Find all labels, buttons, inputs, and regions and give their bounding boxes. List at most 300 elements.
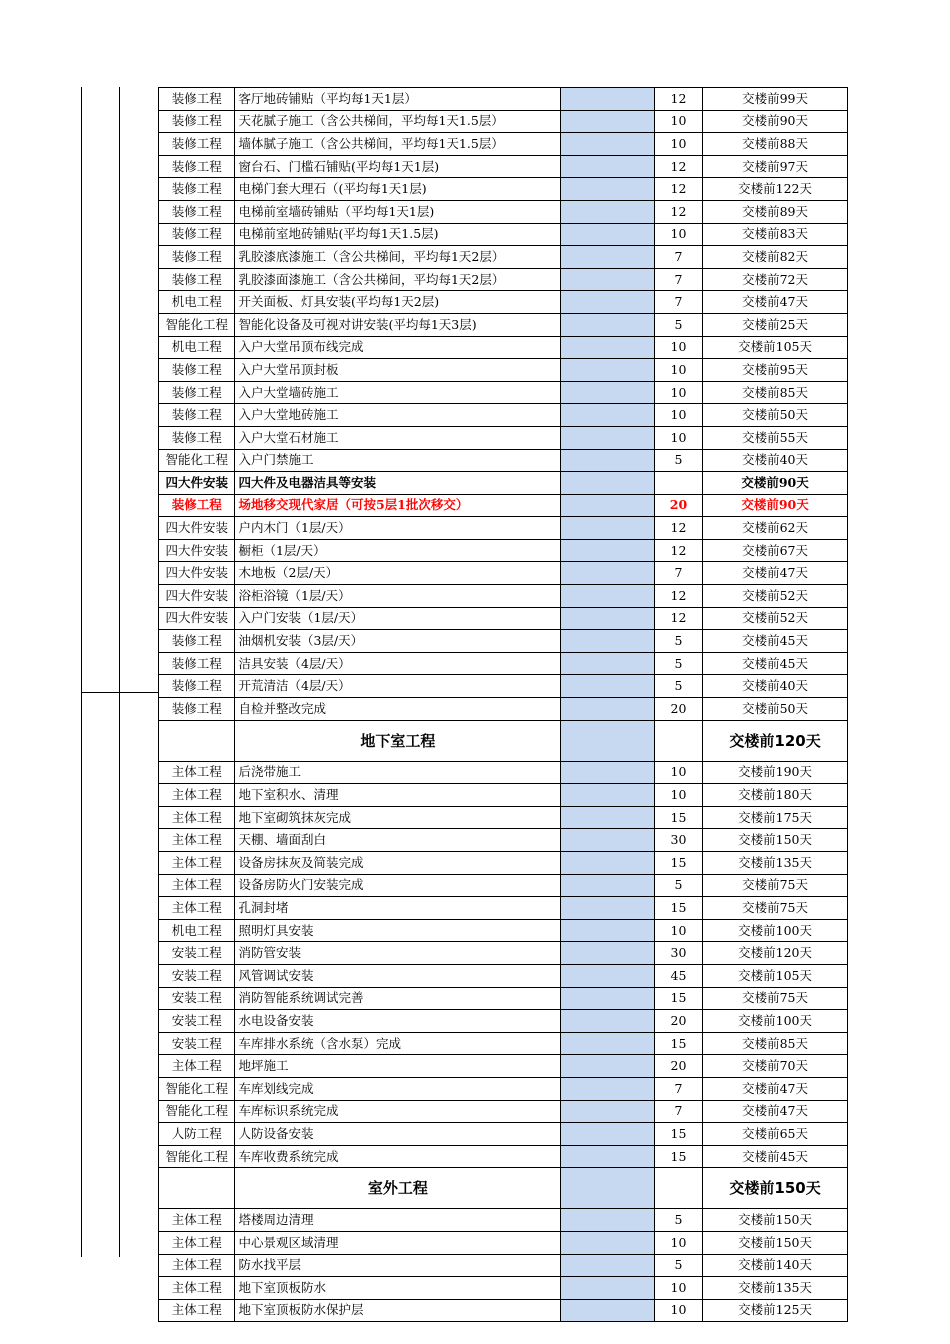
task-cell: 水电设备安装 xyxy=(235,1010,561,1033)
task-cell: 入户大堂吊顶布线完成 xyxy=(235,336,561,359)
table-row xyxy=(159,942,848,965)
blue-column-cell xyxy=(561,1077,655,1100)
deadline-cell: 交楼前75天 xyxy=(703,874,848,897)
blue-column-cell xyxy=(561,652,655,675)
task-cell: 场地移交现代家居（可按5层1批次移交） xyxy=(235,494,561,517)
duration-days-cell: 5 xyxy=(654,313,702,336)
task-cell: 窗台石、门槛石铺贴(平均每1天1层) xyxy=(235,155,561,178)
table-row xyxy=(159,1032,848,1055)
duration-days-cell: 7 xyxy=(654,291,702,314)
blue-column-cell xyxy=(561,359,655,382)
task-cell: 智能化设备及可视对讲安装(平均每1天3层) xyxy=(235,313,561,336)
blue-column-cell xyxy=(561,268,655,291)
duration-days-cell: 12 xyxy=(654,88,702,111)
duration-days-cell: 10 xyxy=(654,761,702,784)
task-cell: 地下室砌筑抹灰完成 xyxy=(235,806,561,829)
category-cell: 主体工程 xyxy=(159,761,235,784)
category-cell: 主体工程 xyxy=(159,1209,235,1232)
deadline-cell: 交楼前45天 xyxy=(703,652,848,675)
blue-column-cell xyxy=(561,1254,655,1277)
task-cell: 木地板（2层/天） xyxy=(235,562,561,585)
category-cell: 装修工程 xyxy=(159,404,235,427)
section-divider-line xyxy=(81,692,158,693)
table-row xyxy=(159,1055,848,1078)
blue-column-cell xyxy=(561,761,655,784)
section-header-row xyxy=(159,720,848,761)
duration-days-cell: 5 xyxy=(654,1254,702,1277)
duration-days-cell: 12 xyxy=(654,200,702,223)
deadline-cell: 交楼前140天 xyxy=(703,1254,848,1277)
blue-column-cell xyxy=(561,987,655,1010)
duration-days-cell: 20 xyxy=(654,494,702,517)
duration-days-cell: 5 xyxy=(654,652,702,675)
task-cell: 橱柜（1层/天） xyxy=(235,539,561,562)
deadline-cell: 交楼前65天 xyxy=(703,1123,848,1146)
category-cell: 智能化工程 xyxy=(159,313,235,336)
task-cell: 电梯门套大理石（(平均每1天1层) xyxy=(235,178,561,201)
table-row xyxy=(159,1077,848,1100)
deadline-cell: 交楼前150天 xyxy=(703,1231,848,1254)
blue-column-cell xyxy=(561,829,655,852)
deadline-cell: 交楼前88天 xyxy=(703,133,848,156)
task-cell: 车库排水系统（含水泵）完成 xyxy=(235,1032,561,1055)
task-cell: 户内木门（1层/天） xyxy=(235,517,561,540)
section-title-cell: 室外工程 xyxy=(235,1168,561,1209)
table-row xyxy=(159,313,848,336)
task-cell: 人防设备安装 xyxy=(235,1123,561,1146)
table-row xyxy=(159,133,848,156)
task-cell: 入户大堂墙砖施工 xyxy=(235,381,561,404)
deadline-cell: 交楼前45天 xyxy=(703,630,848,653)
blue-column-cell xyxy=(561,88,655,111)
duration-days-cell: 12 xyxy=(654,585,702,608)
deadline-cell: 交楼前47天 xyxy=(703,562,848,585)
category-cell: 主体工程 xyxy=(159,874,235,897)
table-row xyxy=(159,675,848,698)
category-cell: 装修工程 xyxy=(159,652,235,675)
category-cell: 机电工程 xyxy=(159,919,235,942)
category-cell: 智能化工程 xyxy=(159,1100,235,1123)
duration-days-cell: 12 xyxy=(654,539,702,562)
task-cell: 开关面板、灯具安装(平均每1天2层) xyxy=(235,291,561,314)
category-cell: 装修工程 xyxy=(159,426,235,449)
category-cell: 主体工程 xyxy=(159,1299,235,1322)
blue-column-cell xyxy=(561,133,655,156)
deadline-cell: 交楼前90天 xyxy=(703,110,848,133)
task-cell: 地下室积水、清理 xyxy=(235,784,561,807)
deadline-cell: 交楼前122天 xyxy=(703,178,848,201)
table-row xyxy=(159,1277,848,1300)
duration-days-cell: 5 xyxy=(654,874,702,897)
deadline-cell: 交楼前97天 xyxy=(703,155,848,178)
deadline-cell: 交楼前40天 xyxy=(703,675,848,698)
blue-column-cell xyxy=(561,1145,655,1168)
blue-column-cell xyxy=(561,494,655,517)
blue-column-cell xyxy=(561,720,655,761)
category-cell xyxy=(159,1168,235,1209)
deadline-cell: 交楼前180天 xyxy=(703,784,848,807)
duration-days-cell: 10 xyxy=(654,1277,702,1300)
deadline-cell: 交楼前150天 xyxy=(703,829,848,852)
category-cell: 装修工程 xyxy=(159,88,235,111)
table-row xyxy=(159,919,848,942)
task-cell: 入户门安装（1层/天） xyxy=(235,607,561,630)
table-row xyxy=(159,110,848,133)
category-cell: 四大件安装 xyxy=(159,517,235,540)
deadline-cell: 交楼前72天 xyxy=(703,268,848,291)
category-cell: 装修工程 xyxy=(159,698,235,721)
deadline-cell: 交楼前55天 xyxy=(703,426,848,449)
duration-days-cell: 10 xyxy=(654,1299,702,1322)
category-cell: 智能化工程 xyxy=(159,1145,235,1168)
blue-column-cell xyxy=(561,313,655,336)
duration-days-cell: 7 xyxy=(654,1077,702,1100)
task-cell: 车库标识系统完成 xyxy=(235,1100,561,1123)
duration-days-cell: 7 xyxy=(654,562,702,585)
task-cell: 电梯前室墙砖铺贴（平均每1天1层) xyxy=(235,200,561,223)
task-cell: 墙体腻子施工（含公共梯间，平均每1天1.5层） xyxy=(235,133,561,156)
table-row xyxy=(159,1299,848,1322)
task-cell: 地下室顶板防水保护层 xyxy=(235,1299,561,1322)
blue-column-cell xyxy=(561,874,655,897)
deadline-cell: 交楼前40天 xyxy=(703,449,848,472)
task-cell: 车库收费系统完成 xyxy=(235,1145,561,1168)
section-deadline-cell: 交楼前150天 xyxy=(703,1168,848,1209)
blue-column-cell xyxy=(561,426,655,449)
duration-days-cell: 15 xyxy=(654,897,702,920)
blue-column-cell xyxy=(561,1055,655,1078)
table-row xyxy=(159,155,848,178)
blue-column-cell xyxy=(561,1231,655,1254)
blue-column-cell xyxy=(561,784,655,807)
blue-column-cell xyxy=(561,1010,655,1033)
task-cell: 洁具安装（4层/天） xyxy=(235,652,561,675)
category-cell: 装修工程 xyxy=(159,178,235,201)
category-cell: 主体工程 xyxy=(159,784,235,807)
task-cell: 照明灯具安装 xyxy=(235,919,561,942)
duration-days-cell: 15 xyxy=(654,1032,702,1055)
category-cell: 安装工程 xyxy=(159,1032,235,1055)
category-cell: 安装工程 xyxy=(159,987,235,1010)
table-row xyxy=(159,585,848,608)
task-cell: 设备房防火门安装完成 xyxy=(235,874,561,897)
table-row xyxy=(159,178,848,201)
blue-column-cell xyxy=(561,517,655,540)
category-cell: 装修工程 xyxy=(159,359,235,382)
table-row xyxy=(159,806,848,829)
duration-days-cell: 15 xyxy=(654,987,702,1010)
deadline-cell: 交楼前52天 xyxy=(703,607,848,630)
deadline-cell: 交楼前105天 xyxy=(703,336,848,359)
table-row xyxy=(159,987,848,1010)
table-row xyxy=(159,1209,848,1232)
deadline-cell: 交楼前75天 xyxy=(703,897,848,920)
blue-column-cell xyxy=(561,246,655,269)
category-cell: 主体工程 xyxy=(159,1055,235,1078)
category-cell: 主体工程 xyxy=(159,1277,235,1300)
deadline-cell: 交楼前100天 xyxy=(703,919,848,942)
category-cell: 装修工程 xyxy=(159,246,235,269)
table-row xyxy=(159,404,848,427)
category-cell: 安装工程 xyxy=(159,1010,235,1033)
task-cell: 地下室顶板防水 xyxy=(235,1277,561,1300)
deadline-cell: 交楼前99天 xyxy=(703,88,848,111)
deadline-cell: 交楼前85天 xyxy=(703,1032,848,1055)
category-cell: 四大件安装 xyxy=(159,472,235,495)
deadline-cell: 交楼前100天 xyxy=(703,1010,848,1033)
table-row xyxy=(159,897,848,920)
deadline-cell: 交楼前62天 xyxy=(703,517,848,540)
task-cell: 入户大堂石材施工 xyxy=(235,426,561,449)
blue-column-cell xyxy=(561,806,655,829)
table-row xyxy=(159,1100,848,1123)
category-cell: 四大件安装 xyxy=(159,607,235,630)
blue-column-cell xyxy=(561,1299,655,1322)
table-row xyxy=(159,426,848,449)
table-row xyxy=(159,1254,848,1277)
blue-column-cell xyxy=(561,852,655,875)
deadline-cell: 交楼前47天 xyxy=(703,291,848,314)
blue-column-cell xyxy=(561,155,655,178)
category-cell: 机电工程 xyxy=(159,336,235,359)
table-row xyxy=(159,291,848,314)
duration-days-cell xyxy=(654,1168,702,1209)
duration-days-cell: 5 xyxy=(654,1209,702,1232)
table-row xyxy=(159,607,848,630)
blue-column-cell xyxy=(561,897,655,920)
table-row xyxy=(159,652,848,675)
category-cell: 安装工程 xyxy=(159,964,235,987)
task-cell: 浴柜浴镜（1层/天） xyxy=(235,585,561,608)
duration-days-cell: 12 xyxy=(654,178,702,201)
deadline-cell: 交楼前47天 xyxy=(703,1100,848,1123)
deadline-cell: 交楼前90天 xyxy=(703,472,848,495)
category-cell: 主体工程 xyxy=(159,852,235,875)
table-row xyxy=(159,1231,848,1254)
task-cell: 中心景观区域清理 xyxy=(235,1231,561,1254)
section-deadline-cell: 交楼前120天 xyxy=(703,720,848,761)
duration-days-cell: 12 xyxy=(654,607,702,630)
duration-days-cell: 10 xyxy=(654,404,702,427)
table-row xyxy=(159,562,848,585)
table-row xyxy=(159,964,848,987)
deadline-cell: 交楼前45天 xyxy=(703,1145,848,1168)
task-cell: 后浇带施工 xyxy=(235,761,561,784)
deadline-cell: 交楼前150天 xyxy=(703,1209,848,1232)
blue-column-cell xyxy=(561,539,655,562)
task-cell: 孔洞封堵 xyxy=(235,897,561,920)
duration-days-cell: 15 xyxy=(654,806,702,829)
duration-days-cell: 30 xyxy=(654,829,702,852)
task-cell: 天棚、墙面刮白 xyxy=(235,829,561,852)
duration-days-cell: 10 xyxy=(654,359,702,382)
blue-column-cell xyxy=(561,381,655,404)
task-cell: 消防智能系统调试完善 xyxy=(235,987,561,1010)
category-cell: 主体工程 xyxy=(159,897,235,920)
table-row xyxy=(159,472,848,495)
table-row xyxy=(159,381,848,404)
deadline-cell: 交楼前89天 xyxy=(703,200,848,223)
task-cell: 天花腻子施工（含公共梯间，平均每1天1.5层） xyxy=(235,110,561,133)
category-cell: 四大件安装 xyxy=(159,539,235,562)
blue-column-cell xyxy=(561,585,655,608)
duration-days-cell: 10 xyxy=(654,110,702,133)
task-cell: 乳胶漆底漆施工（含公共梯间，平均每1天2层） xyxy=(235,246,561,269)
blue-column-cell xyxy=(561,919,655,942)
category-cell: 主体工程 xyxy=(159,1254,235,1277)
duration-days-cell: 10 xyxy=(654,1231,702,1254)
table-row xyxy=(159,852,848,875)
duration-days-cell: 10 xyxy=(654,223,702,246)
duration-days-cell: 20 xyxy=(654,1010,702,1033)
section-title-cell: 地下室工程 xyxy=(235,720,561,761)
table-row xyxy=(159,359,848,382)
schedule-table-body xyxy=(159,88,848,1322)
blue-column-cell xyxy=(561,1168,655,1209)
deadline-cell: 交楼前75天 xyxy=(703,987,848,1010)
category-cell: 智能化工程 xyxy=(159,1077,235,1100)
category-cell xyxy=(159,720,235,761)
duration-days-cell: 5 xyxy=(654,449,702,472)
duration-days-cell: 15 xyxy=(654,1145,702,1168)
table-row xyxy=(159,784,848,807)
deadline-cell: 交楼前125天 xyxy=(703,1299,848,1322)
table-row xyxy=(159,449,848,472)
category-cell: 人防工程 xyxy=(159,1123,235,1146)
deadline-cell: 交楼前67天 xyxy=(703,539,848,562)
blue-column-cell xyxy=(561,1123,655,1146)
category-cell: 装修工程 xyxy=(159,133,235,156)
deadline-cell: 交楼前47天 xyxy=(703,1077,848,1100)
task-cell: 风管调试安装 xyxy=(235,964,561,987)
category-cell: 装修工程 xyxy=(159,675,235,698)
duration-days-cell: 20 xyxy=(654,1055,702,1078)
deadline-cell: 交楼前175天 xyxy=(703,806,848,829)
deadline-cell: 交楼前52天 xyxy=(703,585,848,608)
blue-column-cell xyxy=(561,404,655,427)
task-cell: 开荒清洁（4层/天） xyxy=(235,675,561,698)
deadline-cell: 交楼前50天 xyxy=(703,698,848,721)
category-cell: 装修工程 xyxy=(159,110,235,133)
task-cell: 客厅地砖铺贴（平均每1天1层） xyxy=(235,88,561,111)
category-cell: 装修工程 xyxy=(159,268,235,291)
schedule-table xyxy=(158,87,848,1322)
category-cell: 主体工程 xyxy=(159,1231,235,1254)
blue-column-cell xyxy=(561,178,655,201)
category-cell: 安装工程 xyxy=(159,942,235,965)
blue-column-cell xyxy=(561,291,655,314)
category-cell: 装修工程 xyxy=(159,630,235,653)
task-cell: 设备房抹灰及简装完成 xyxy=(235,852,561,875)
task-cell: 车库划线完成 xyxy=(235,1077,561,1100)
duration-days-cell: 45 xyxy=(654,964,702,987)
category-cell: 装修工程 xyxy=(159,381,235,404)
blue-column-cell xyxy=(561,1032,655,1055)
duration-days-cell: 7 xyxy=(654,1100,702,1123)
duration-days-cell: 7 xyxy=(654,268,702,291)
task-cell: 防水找平层 xyxy=(235,1254,561,1277)
category-cell: 装修工程 xyxy=(159,200,235,223)
blue-column-cell xyxy=(561,110,655,133)
table-row xyxy=(159,200,848,223)
deadline-cell: 交楼前120天 xyxy=(703,942,848,965)
task-cell: 入户大堂地砖施工 xyxy=(235,404,561,427)
blue-column-cell xyxy=(561,942,655,965)
table-row xyxy=(159,1010,848,1033)
duration-days-cell: 30 xyxy=(654,942,702,965)
task-cell: 电梯前室地砖铺贴(平均每1天1.5层) xyxy=(235,223,561,246)
blue-column-cell xyxy=(561,336,655,359)
category-cell: 装修工程 xyxy=(159,223,235,246)
category-cell: 主体工程 xyxy=(159,806,235,829)
deadline-cell: 交楼前70天 xyxy=(703,1055,848,1078)
blue-column-cell xyxy=(561,1209,655,1232)
blue-column-cell xyxy=(561,449,655,472)
duration-days-cell: 15 xyxy=(654,1123,702,1146)
table-row xyxy=(159,829,848,852)
deadline-cell: 交楼前135天 xyxy=(703,1277,848,1300)
table-row xyxy=(159,494,848,517)
category-cell: 四大件安装 xyxy=(159,585,235,608)
blue-column-cell xyxy=(561,1277,655,1300)
blue-column-cell xyxy=(561,472,655,495)
deadline-cell: 交楼前82天 xyxy=(703,246,848,269)
task-cell: 消防管安装 xyxy=(235,942,561,965)
blue-column-cell xyxy=(561,1100,655,1123)
deadline-cell: 交楼前190天 xyxy=(703,761,848,784)
category-cell: 四大件安装 xyxy=(159,562,235,585)
table-row xyxy=(159,1145,848,1168)
deadline-cell: 交楼前83天 xyxy=(703,223,848,246)
duration-days-cell: 5 xyxy=(654,675,702,698)
blue-column-cell xyxy=(561,562,655,585)
table-row xyxy=(159,630,848,653)
deadline-cell: 交楼前25天 xyxy=(703,313,848,336)
table-row xyxy=(159,88,848,111)
duration-days-cell: 12 xyxy=(654,155,702,178)
left-border-line-1 xyxy=(81,87,82,1257)
table-row xyxy=(159,268,848,291)
blue-column-cell xyxy=(561,223,655,246)
table-row xyxy=(159,1123,848,1146)
duration-days-cell: 12 xyxy=(654,517,702,540)
category-cell: 机电工程 xyxy=(159,291,235,314)
table-row xyxy=(159,761,848,784)
category-cell: 装修工程 xyxy=(159,155,235,178)
category-cell: 智能化工程 xyxy=(159,449,235,472)
duration-days-cell xyxy=(654,720,702,761)
task-cell: 入户大堂吊顶封板 xyxy=(235,359,561,382)
duration-days-cell: 7 xyxy=(654,246,702,269)
task-cell: 乳胶漆面漆施工（含公共梯间，平均每1天2层） xyxy=(235,268,561,291)
category-cell: 主体工程 xyxy=(159,829,235,852)
blue-column-cell xyxy=(561,607,655,630)
task-cell: 入户门禁施工 xyxy=(235,449,561,472)
category-cell: 装修工程 xyxy=(159,494,235,517)
blue-column-cell xyxy=(561,675,655,698)
deadline-cell: 交楼前105天 xyxy=(703,964,848,987)
duration-days-cell: 10 xyxy=(654,426,702,449)
blue-column-cell xyxy=(561,964,655,987)
duration-days-cell: 10 xyxy=(654,784,702,807)
section-header-row xyxy=(159,1168,848,1209)
table-row xyxy=(159,246,848,269)
task-cell: 自检并整改完成 xyxy=(235,698,561,721)
table-row xyxy=(159,539,848,562)
table-row xyxy=(159,698,848,721)
task-cell: 地坪施工 xyxy=(235,1055,561,1078)
task-cell: 塔楼周边清理 xyxy=(235,1209,561,1232)
